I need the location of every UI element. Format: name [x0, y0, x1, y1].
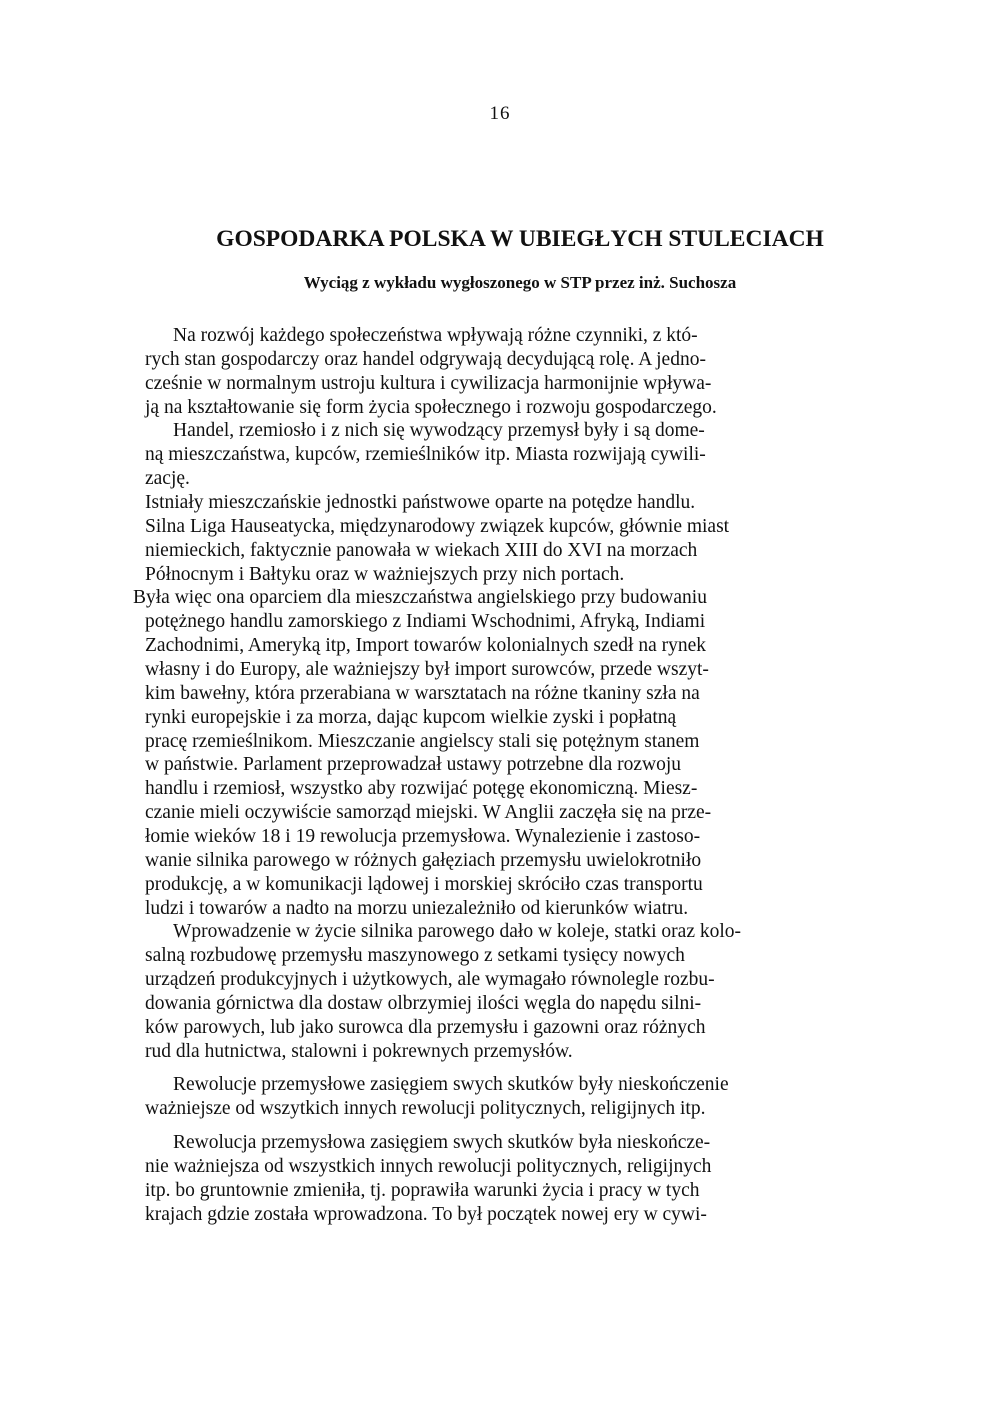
text-line: urządzeń produkcyjnych i użytkowych, ale wymagało równolegle rozbu- [145, 969, 715, 990]
text-line: ważniejsze od wszytkich innych rewolucji politycznych, religijnych itp. [145, 1098, 706, 1119]
text-line: czanie mieli oczywiście samorząd miejski. W Anglii zaczęła się na prze- [145, 802, 712, 823]
text-line: itp. bo gruntownie zmieniła, tj. poprawiła warunki życia i pracy w tych [145, 1180, 700, 1201]
text-line: ną mieszczaństwa, kupców, rzemieślników itp. Miasta rozwijają cywili- [145, 444, 706, 465]
article-subtitle: Wyciąg z wykładu wygłoszonego w STP przez inż. Suchosza [303, 273, 737, 292]
text-line: Handel, rzemiosło i z nich się wywodzący przemysł były i są dome- [173, 420, 705, 441]
text-line: Na rozwój każdego społeczeństwa wpływają różne czynniki, z któ- [173, 325, 698, 346]
text-line: pracę rzemieślnikom. Mieszczanie angielscy stali się potężnym stanem [145, 731, 700, 752]
text-line: rych stan gospodarczy oraz handel odgrywają decydującą rolę. A jedno- [145, 349, 706, 370]
text-line: własny i do Europy, ale ważniejszy był import surowców, przede wszyt- [145, 659, 709, 680]
text-line: Rewolucje przemysłowe zasięgiem swych skutków były nieskończenie [173, 1074, 729, 1095]
text-line: Północnym i Bałtyku oraz w ważniejszych przy nich portach. [145, 564, 625, 585]
page-number: 16 [489, 103, 511, 124]
text-line: Była więc ona oparciem dla mieszczaństwa angielskiego przy budowaniu [133, 587, 707, 608]
text-line: rud dla hutnictwa, stalowni i pokrewnych przemysłów. [145, 1041, 573, 1062]
text-line: kim bawełny, która przerabiana w warsztatach na różne tkaniny szła na [145, 683, 700, 704]
text-line: w państwie. Parlament przeprowadzał ustawy potrzebne dla rozwoju [145, 754, 682, 775]
text-line: ków parowych, lub jako surowca dla przemysłu i gazowni oraz różnych [145, 1017, 706, 1038]
text-line: Zachodnimi, Ameryką itp, Import towarów kolonialnych szedł na rynek [145, 635, 707, 656]
text-line: nie ważniejsza od wszystkich innych rewolucji politycznych, religijnych [145, 1156, 712, 1177]
text-line: krajach gdzie została wprowadzona. To był początek nowej ery w cywi- [145, 1204, 707, 1225]
text-line: cześnie w normalnym ustroju kultura i cywilizacja harmonijnie wpływa- [145, 373, 712, 394]
text-line: rynki europejskie i za morza, dając kupcom wielkie zyski i popłatną [145, 707, 677, 728]
text-line: salną rozbudowę przemysłu maszynowego z setkami tysięcy nowych [145, 945, 685, 966]
text-line: zację. [145, 468, 190, 489]
text-line: dowania górnictwa dla dostaw olbrzymiej ilości węgla do napędu silni- [145, 993, 702, 1014]
text-line: handlu i rzemiosł, wszystko aby rozwijać potęgę ekonomiczną. Miesz- [145, 778, 698, 799]
text-line: potężnego handlu zamorskiego z Indiami Wschodnimi, Afryką, Indiami [145, 611, 706, 632]
text-line: ją na kształtowanie się form życia społecznego i rozwoju gospodarczego. [145, 397, 717, 418]
text-line: produkcję, a w komunikacji lądowej i morskiej skróciło czas transportu [145, 874, 703, 895]
text-line: niemieckich, faktycznie panowała w wiekach XIII do XVI na morzach [145, 540, 698, 561]
text-line: Wprowadzenie w życie silnika parowego dało w koleje, statki oraz kolo- [173, 921, 742, 942]
text-line: Silna Liga Hauseatycka, międzynarodowy związek kupców, głównie miast [145, 516, 730, 537]
text-line: łomie wieków 18 i 19 rewolucja przemysłowa. Wynalezienie i zastoso- [145, 826, 701, 847]
text-line: Rewolucja przemysłowa zasięgiem swych skutków była nieskończe- [173, 1132, 711, 1153]
text-line: Istniały mieszczańskie jednostki państwowe oparte na potędze handlu. [145, 492, 696, 513]
text-line: wanie silnika parowego w różnych gałęziach przemysłu uwielokrotniło [145, 850, 702, 871]
article-title: GOSPODARKA POLSKA W UBIEGŁYCH STULECIACH [216, 226, 824, 252]
text-line: ludzi i towarów a nadto na morzu uniezależniło od kierunków wiatru. [145, 898, 689, 919]
